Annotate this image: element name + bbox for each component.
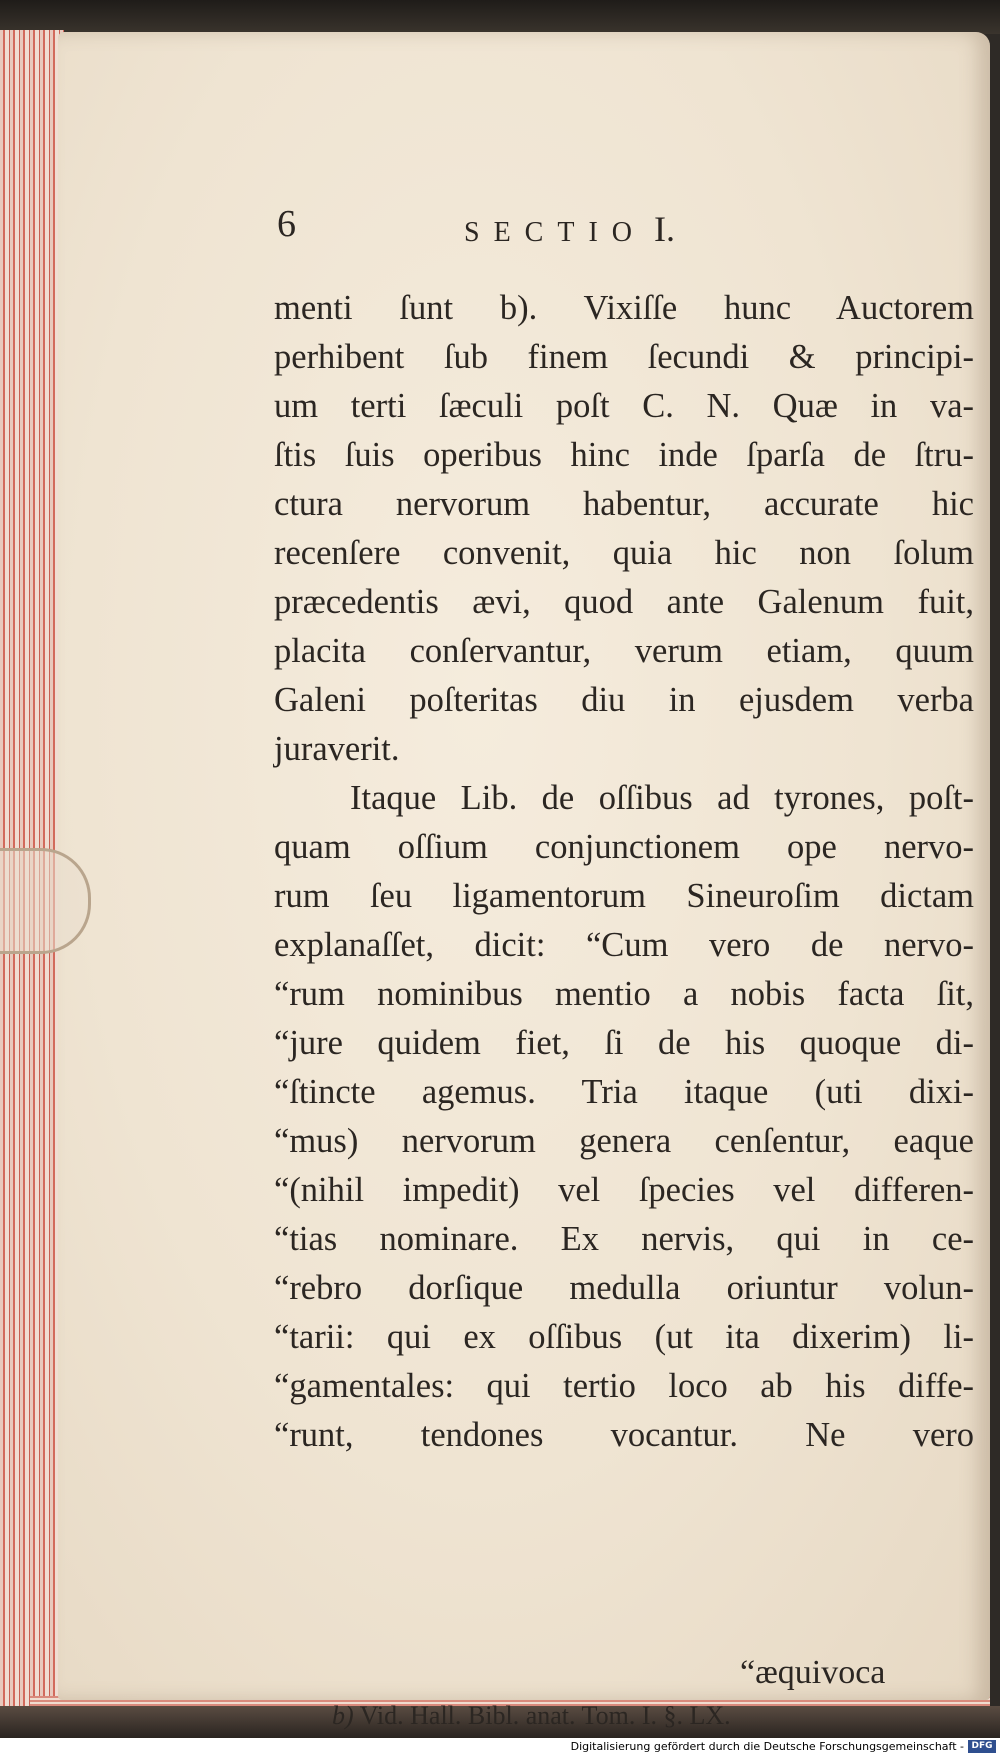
digitization-credit [0, 1738, 1000, 1756]
page-number: 6 [277, 203, 296, 245]
catchword: “æquivoca [740, 1654, 886, 1691]
section-title-word: SECTIO [464, 217, 646, 248]
text-line: “tarii: qui ex oſſibus (ut ita dixerim) li- [274, 1318, 974, 1356]
text-line: recenſere convenit, quia hic non ſolum [274, 534, 974, 572]
text-line: “ſtincte agemus. Tria itaque (uti dixi- [274, 1073, 974, 1111]
text-line: ctura nervorum habentur, accurate hic [274, 485, 974, 523]
text-line: um terti ſæculi poſt C. N. Quæ in va- [274, 387, 974, 425]
text-line: “rum nominibus mentio a nobis facta ſit, [274, 975, 974, 1013]
book-page [58, 32, 990, 1730]
book-clasp [0, 848, 91, 954]
text-line: præcedentis ævi, quod ante Galenum fuit, [274, 583, 974, 621]
footnote [332, 1696, 731, 1736]
text-line: Galeni poſteritas diu in ejusdem verba [274, 681, 974, 719]
text-line: “rebro dorſique medulla oriuntur volun- [274, 1269, 974, 1307]
text-line: menti ſunt b). Vixiſſe hunc Auctorem [274, 289, 974, 327]
section-title-numeral: I. [654, 209, 675, 249]
body-text [274, 284, 974, 1460]
text-line: “(nihil impedit) vel ſpecies vel differen- [274, 1171, 974, 1209]
footnote-mark: b) [332, 1701, 354, 1730]
text-line: “mus) nervorum genera cenſentur, eaque [274, 1122, 974, 1160]
text-line: Itaque Lib. de oſſibus ad tyrones, poſt- [350, 779, 974, 817]
section-title [464, 208, 675, 250]
book-top-edge [0, 0, 1000, 34]
running-head [274, 202, 794, 250]
text-line: placita conſervantur, verum etiam, quum [274, 632, 974, 670]
text-line: “gamentales: qui tertio loco ab his diffe- [274, 1367, 974, 1405]
credit-text: Digitalisierung gefördert durch die Deutsche Forschungsgemeinschaft - [570, 1740, 964, 1753]
text-line: “jure quidem fiet, ſi de his quoque di- [274, 1024, 974, 1062]
text-line: quam oſſium conjunctionem ope nervo- [274, 828, 974, 866]
dfg-logo: DFG [968, 1740, 996, 1753]
text-line: explanaſſet, dicit: “Cum vero de nervo- [274, 926, 974, 964]
text-line: “tias nominare. Ex nervis, qui in ce- [274, 1220, 974, 1258]
footnote-text: Vid. Hall. Bibl. anat. Tom. I. §. LX. [359, 1701, 731, 1730]
text-line: ſtis ſuis operibus hinc inde ſparſa de ſtru- [274, 436, 974, 474]
text-line: perhibent ſub finem ſecundi & principi- [274, 338, 974, 376]
text-line: juraverit. [274, 730, 400, 768]
text-line: “runt, tendones vocantur. Ne vero [274, 1416, 974, 1454]
text-line: rum ſeu ligamentorum Sineuroſim dictam [274, 877, 974, 915]
